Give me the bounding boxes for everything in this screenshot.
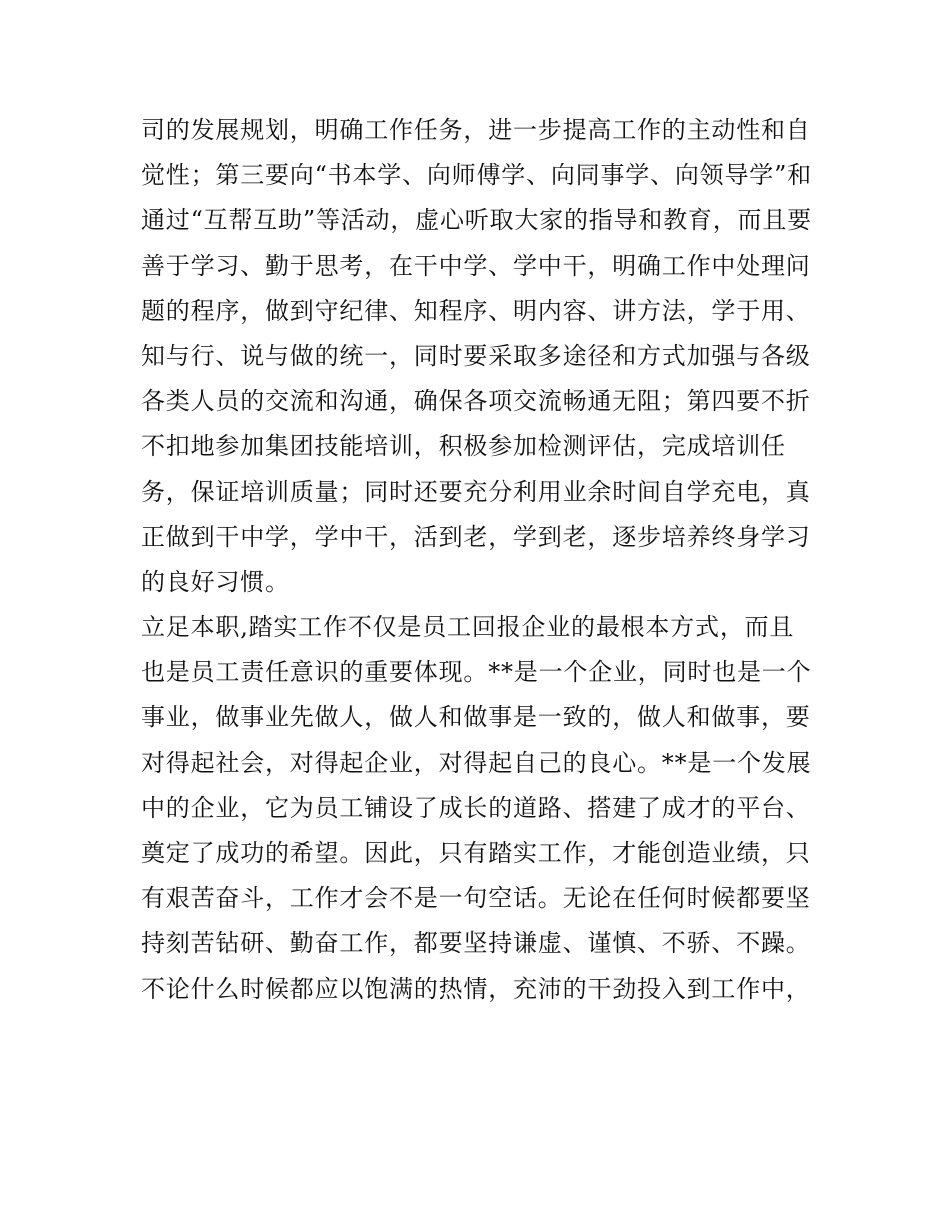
paragraph-2-line: 有艰苦奋斗，工作才会不是一句空话。无论在任何时候都要坚 (141, 884, 811, 913)
paragraph-1-line: 通过“互帮互助”等活动，虚心听取大家的指导和教育，而且要 (141, 206, 812, 235)
paragraph-2-line: 奠定了成功的希望。因此，只有踏实工作，才能创造业绩，只 (141, 839, 811, 867)
body-text (141, 108, 821, 1012)
paragraph-1-line: 知与行、说与做的统一，同时要采取多途径和方式加强与各级 (141, 341, 811, 370)
paragraph-2-line: 对得起社会，对得起企业，对得起自己的良心。**是一个发展 (141, 748, 812, 777)
paragraph-1-line: 的良好习惯。 (141, 567, 290, 596)
paragraph-2-line: 事业，做事业先做人，做人和做事是一致的，做人和做事，要 (141, 703, 811, 732)
paragraph-1-line: 不扣地参加集团技能培训，积极参加检测评估，完成培训任 (141, 432, 786, 461)
paragraph-2-line: 持刻苦钻研、勤奋工作，都要坚持谦虚、谨慎、不骄、不躁。 (141, 929, 811, 958)
paragraph-2-line: 不论什么时候都应以饱满的热情，充沛的干劲投入到工作中， (141, 974, 811, 1003)
paragraph-1-line: 务，保证培训质量；同时还要充分利用业余时间自学充电，真 (141, 477, 811, 506)
paragraph-1-line: 司的发展规划，明确工作任务，进一步提高工作的主动性和自 (141, 116, 811, 144)
paragraph-1-line: 觉性；第三要向“书本学、向师傅学、向同事学、向领导学”和 (141, 161, 812, 190)
paragraph-2-line: 立足本职,踏实工作不仅是员工回报企业的最根本方式，而且 (141, 613, 795, 642)
paragraph-1-line: 善于学习、勤于思考，在干中学、学中干，明确工作中处理问 (141, 251, 811, 280)
paragraph-2-line: 中的企业，它为员工铺设了成长的道路、搭建了成才的平台、 (141, 793, 811, 822)
paragraph-1-line: 题的程序，做到守纪律、知程序、明内容、讲方法，学于用、 (141, 296, 811, 325)
paragraph-1-line: 各类人员的交流和沟通，确保各项交流畅通无阻；第四要不折 (141, 387, 811, 416)
paragraph-2-line: 也是员工责任意识的重要体现。**是一个企业，同时也是一个 (141, 658, 812, 687)
paragraph-1-line: 正做到干中学，学中干，活到老，学到老，逐步培养终身学习 (141, 522, 811, 551)
